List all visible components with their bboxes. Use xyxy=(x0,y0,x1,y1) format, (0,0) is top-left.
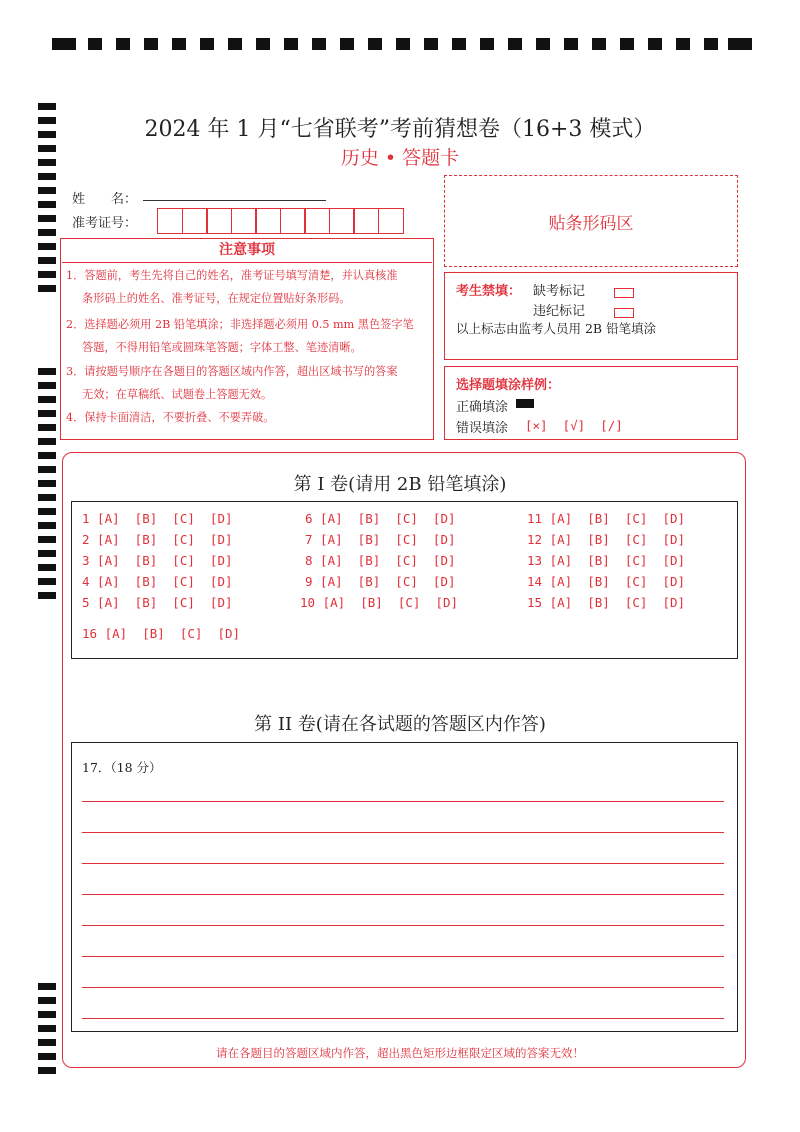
timing-mark xyxy=(38,983,56,990)
timing-mark xyxy=(38,173,56,180)
mc-question-4[interactable]: 4 [A] [B] [C] [D] xyxy=(82,574,233,589)
answer-line[interactable] xyxy=(82,1018,724,1019)
mc-question-3[interactable]: 3 [A] [B] [C] [D] xyxy=(82,553,233,568)
notice-line-5: 3．请按题号顺序在各题目的答题区域内作答，超出区域书写的答案 xyxy=(66,365,398,378)
timing-mark xyxy=(38,201,56,208)
notice-line-2: 条形码上的姓名、准考证号，在规定位置贴好条形码。 xyxy=(82,292,351,305)
timing-mark xyxy=(648,38,662,50)
timing-mark xyxy=(38,410,56,417)
mc-question-10[interactable]: 10 [A] [B] [C] [D] xyxy=(300,595,459,610)
timing-mark xyxy=(38,285,56,292)
name-label: 姓 名： xyxy=(72,192,138,207)
timing-mark xyxy=(284,38,298,50)
timing-mark xyxy=(368,38,382,50)
notice-line-4: 答题，不得用铅笔或圆珠笔答题；字体工整、笔迹清晰。 xyxy=(82,341,362,354)
timing-mark xyxy=(38,438,56,445)
timing-mark xyxy=(38,243,56,250)
mc-question-11[interactable]: 11 [A] [B] [C] [D] xyxy=(527,511,686,526)
timing-mark xyxy=(38,508,56,515)
timing-mark xyxy=(592,38,606,50)
timing-mark xyxy=(536,38,550,50)
timing-mark xyxy=(480,38,494,50)
answer-line[interactable] xyxy=(82,801,724,802)
mc-question-15[interactable]: 15 [A] [B] [C] [D] xyxy=(527,595,686,610)
mc-question-16[interactable]: 16 [A] [B] [C] [D] xyxy=(82,626,241,641)
timing-mark xyxy=(172,38,186,50)
notice-line-7: 4．保持卡面清洁，不要折叠、不要弄破。 xyxy=(66,411,275,424)
timing-mark xyxy=(88,38,102,50)
notice-line-6: 无效；在草稿纸、试题卷上答题无效。 xyxy=(82,388,273,401)
mc-question-14[interactable]: 14 [A] [B] [C] [D] xyxy=(527,574,686,589)
mc-question-7[interactable]: 7 [A] [B] [C] [D] xyxy=(305,532,456,547)
id-digit-box[interactable] xyxy=(157,208,183,234)
page-subtitle: 历史 • 答题卡 xyxy=(340,147,460,169)
id-digit-box[interactable] xyxy=(329,208,355,234)
id-digit-box[interactable] xyxy=(206,208,232,234)
timing-mark xyxy=(508,38,522,50)
timing-mark xyxy=(424,38,438,50)
wrong-fill-samples: [×] [√] [/] xyxy=(525,418,623,433)
timing-mark xyxy=(38,1067,56,1074)
timing-mark xyxy=(38,257,56,264)
timing-mark xyxy=(676,38,690,50)
timing-mark xyxy=(38,550,56,557)
mc-question-12[interactable]: 12 [A] [B] [C] [D] xyxy=(527,532,686,547)
timing-mark xyxy=(728,38,752,50)
id-digit-box[interactable] xyxy=(255,208,281,234)
mc-question-5[interactable]: 5 [A] [B] [C] [D] xyxy=(82,595,233,610)
id-digit-box[interactable] xyxy=(280,208,306,234)
timing-mark xyxy=(38,536,56,543)
timing-mark xyxy=(38,215,56,222)
section2-title: 第 II 卷(请在各试题的答题区内作答) xyxy=(254,714,546,735)
examinee-heading: 考生禁填： xyxy=(456,284,522,299)
question-17-box[interactable] xyxy=(71,742,738,1032)
footer-note: 请在各题目的答题区域内作答，超出黑色矩形边框限定区域的答案无效！ xyxy=(216,1046,584,1060)
fill-example-heading: 选择题填涂样例： xyxy=(456,378,561,393)
timing-mark xyxy=(620,38,634,50)
mc-question-9[interactable]: 9 [A] [B] [C] [D] xyxy=(305,574,456,589)
answer-line[interactable] xyxy=(82,925,724,926)
notice-line-1: 1．答题前，考生先将自己的姓名，准考证号填写清楚，并认真核准 xyxy=(66,269,398,282)
timing-mark xyxy=(38,578,56,585)
top-timing-marks xyxy=(52,38,754,52)
wrong-label: 错误填涂 xyxy=(456,421,509,436)
timing-mark xyxy=(312,38,326,50)
notice-heading: 注意事项 xyxy=(62,239,432,263)
examinee-note: 以上标志由监考人员用 2B 铅笔填涂 xyxy=(456,321,657,336)
correct-fill-sample xyxy=(516,399,534,408)
timing-mark xyxy=(38,424,56,431)
question-17-label: 17．（18 分） xyxy=(82,760,162,775)
mc-question-6[interactable]: 6 [A] [B] [C] [D] xyxy=(305,511,456,526)
notice-line-3: 2．选择题必须用 2B 铅笔填涂；非选择题必须用 0.5 mm 黑色签字笔 xyxy=(66,318,414,331)
mc-question-13[interactable]: 13 [A] [B] [C] [D] xyxy=(527,553,686,568)
timing-mark xyxy=(144,38,158,50)
timing-mark xyxy=(38,1025,56,1032)
violation-label: 违纪标记 xyxy=(533,304,586,319)
timing-mark xyxy=(38,592,56,599)
timing-mark xyxy=(340,38,354,50)
section1-title: 第 I 卷(请用 2B 铅笔填涂) xyxy=(293,474,507,495)
timing-mark xyxy=(38,229,56,236)
timing-mark xyxy=(228,38,242,50)
id-digit-box[interactable] xyxy=(182,208,208,234)
name-field[interactable] xyxy=(143,200,326,201)
absent-mark-box[interactable] xyxy=(614,282,634,301)
answer-line[interactable] xyxy=(82,987,724,988)
answer-line[interactable] xyxy=(82,956,724,957)
answer-line[interactable] xyxy=(82,863,724,864)
timing-mark xyxy=(38,271,56,278)
id-digit-box[interactable] xyxy=(378,208,404,234)
timing-mark xyxy=(452,38,466,50)
id-digit-box[interactable] xyxy=(231,208,257,234)
timing-mark xyxy=(38,522,56,529)
id-label: 准考证号： xyxy=(72,216,138,231)
timing-mark xyxy=(564,38,578,50)
id-number-boxes[interactable] xyxy=(157,208,402,234)
timing-mark xyxy=(116,38,130,50)
timing-mark xyxy=(38,187,56,194)
timing-mark xyxy=(396,38,410,50)
timing-mark xyxy=(38,1011,56,1018)
timing-mark xyxy=(38,368,56,375)
timing-mark xyxy=(704,38,718,50)
barcode-area: 贴条形码区 xyxy=(444,175,738,267)
timing-mark xyxy=(200,38,214,50)
timing-mark xyxy=(38,382,56,389)
mc-question-8[interactable]: 8 [A] [B] [C] [D] xyxy=(305,553,456,568)
absent-label: 缺考标记 xyxy=(533,284,586,299)
timing-mark xyxy=(256,38,270,50)
timing-mark xyxy=(38,452,56,459)
page-title: 2024 年 1 月“七省联考”考前猜想卷（16+3 模式） xyxy=(144,117,656,142)
mc-question-2[interactable]: 2 [A] [B] [C] [D] xyxy=(82,532,233,547)
timing-mark xyxy=(38,564,56,571)
correct-label: 正确填涂 xyxy=(456,400,509,415)
timing-mark xyxy=(38,997,56,1004)
answer-line[interactable] xyxy=(82,894,724,895)
timing-mark xyxy=(38,103,56,110)
timing-mark xyxy=(52,38,76,50)
answer-line[interactable] xyxy=(82,832,724,833)
id-digit-box[interactable] xyxy=(304,208,330,234)
timing-mark xyxy=(38,396,56,403)
mc-question-1[interactable]: 1 [A] [B] [C] [D] xyxy=(82,511,233,526)
id-digit-box[interactable] xyxy=(353,208,379,234)
